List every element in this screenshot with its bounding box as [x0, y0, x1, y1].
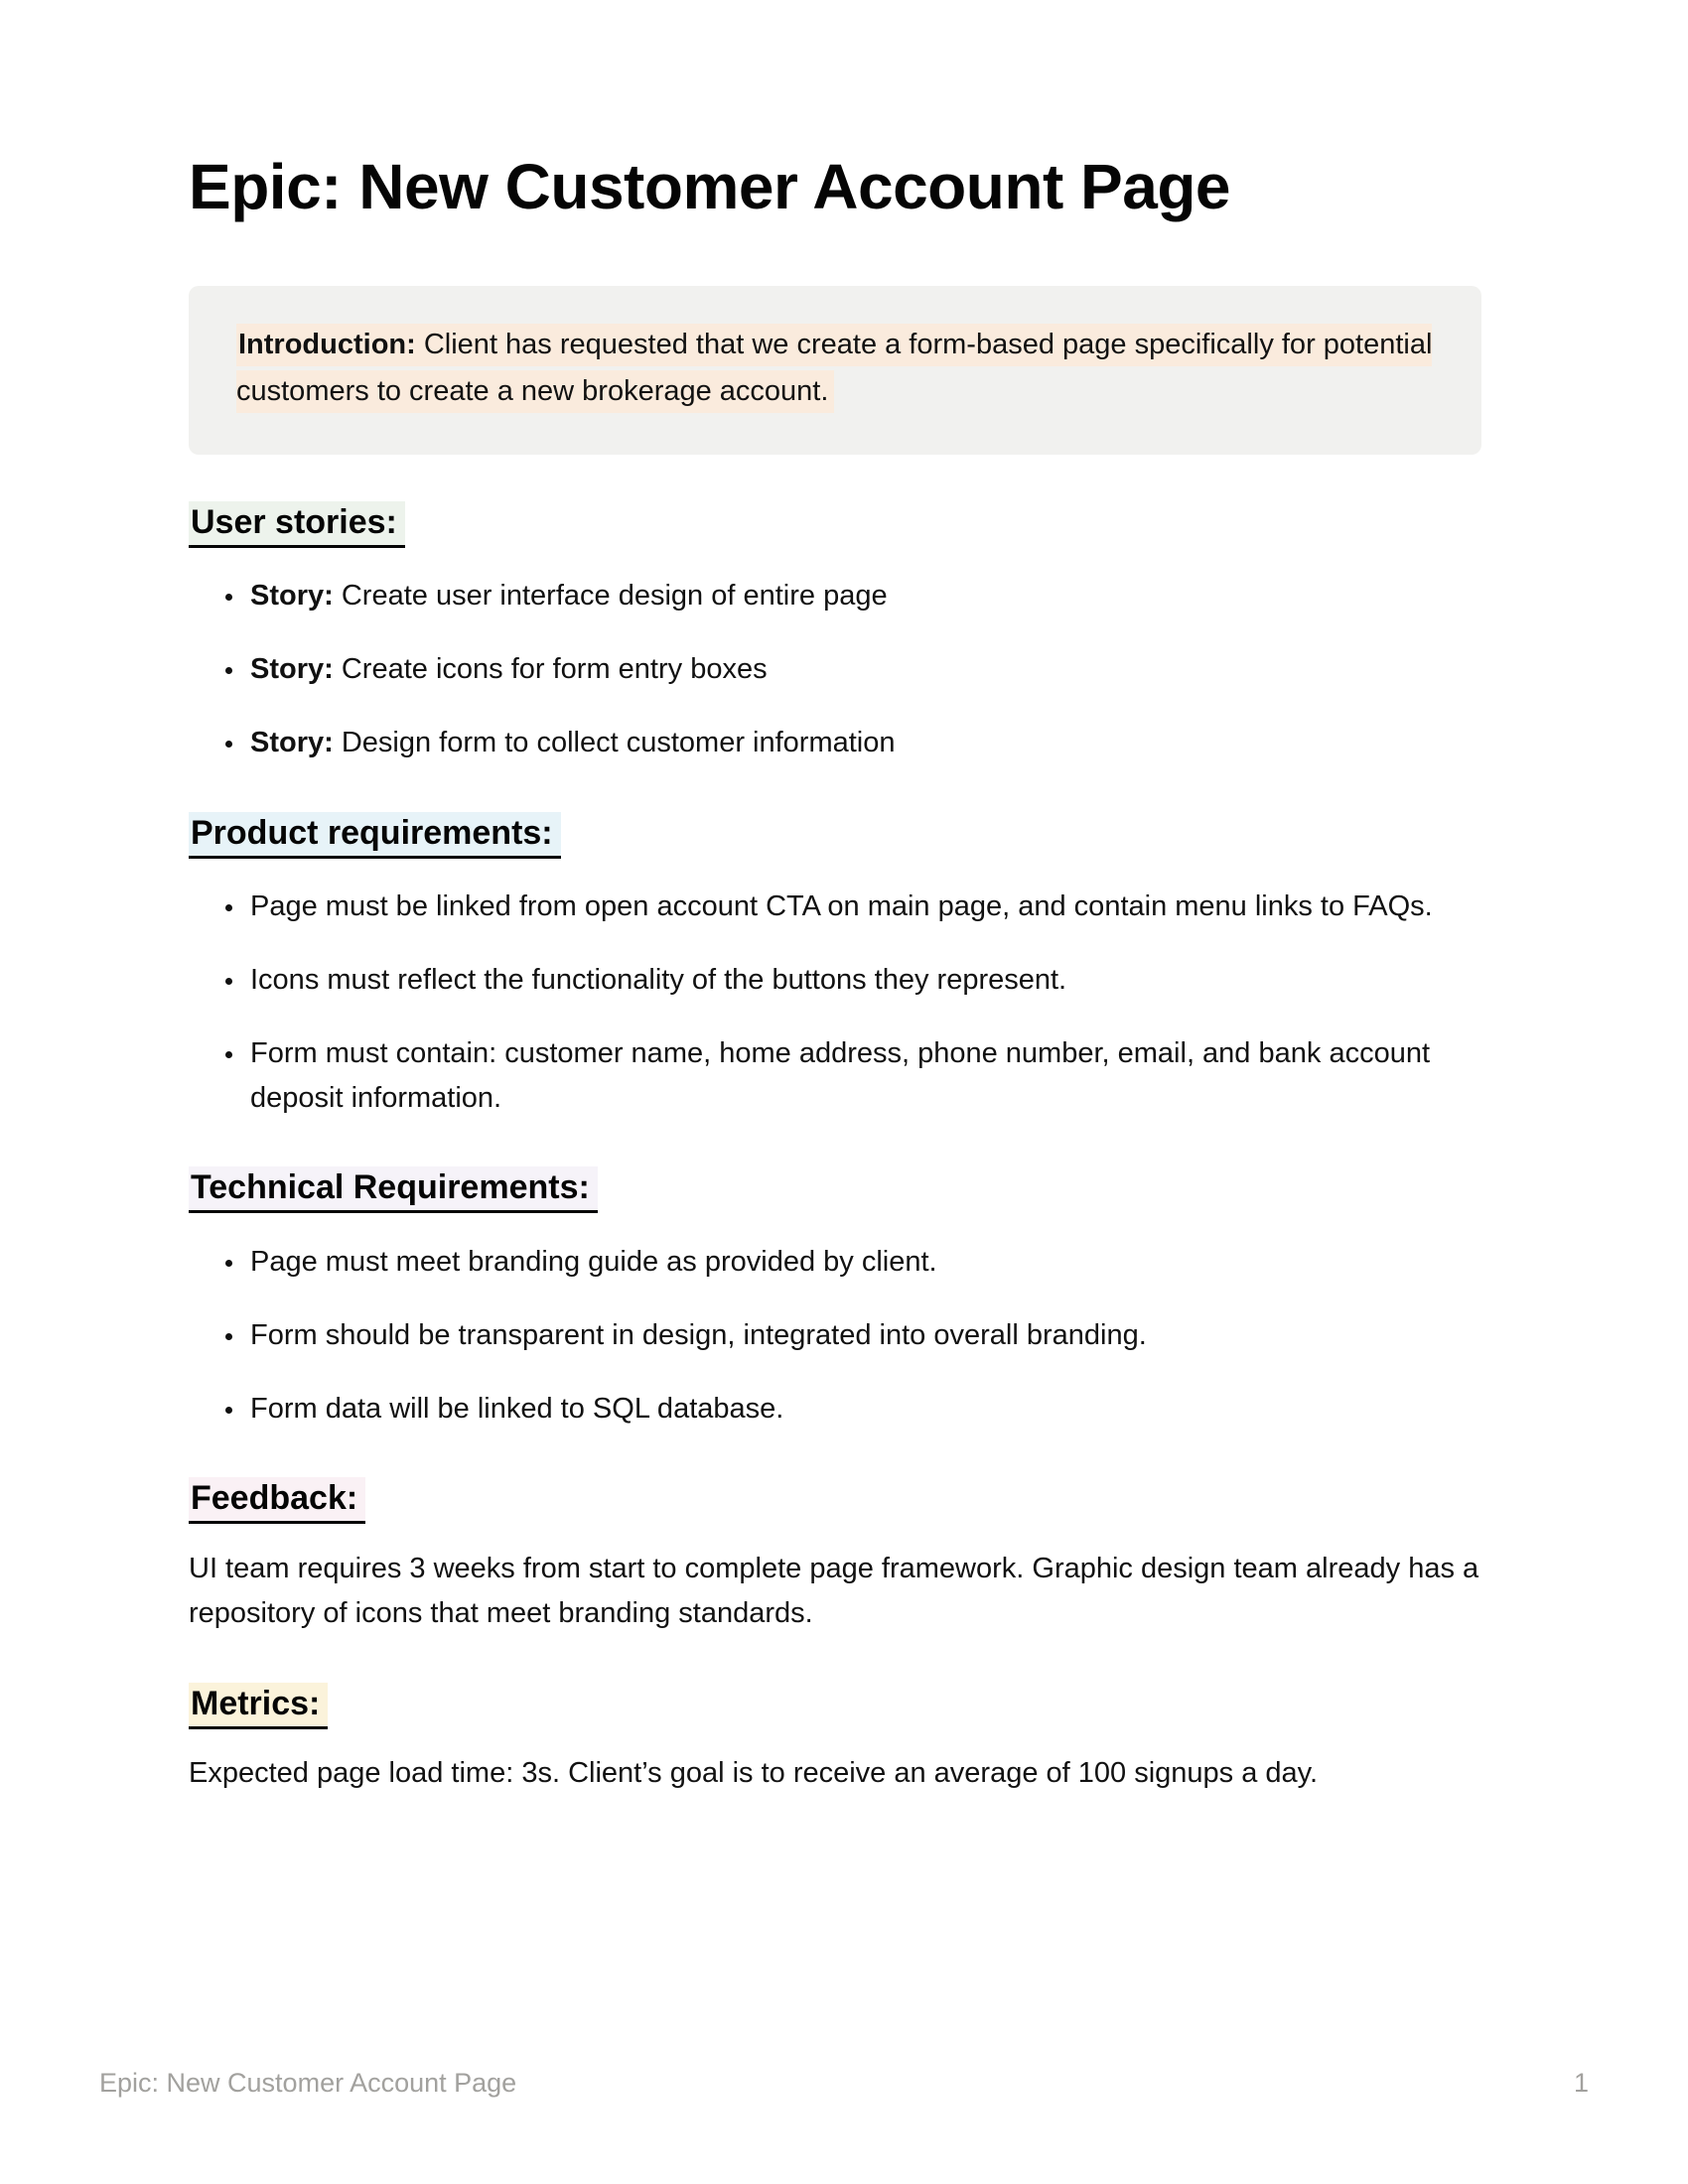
bullet-text: Page must meet branding guide as provided by client.: [250, 1245, 937, 1278]
bullet-text: Icons must reflect the functionality of the buttons they represent.: [250, 963, 1067, 996]
list-item: [246, 1240, 1509, 1285]
bullet-label: Story:: [250, 652, 334, 685]
section-metrics: [189, 1682, 1509, 1796]
introduction-highlight: [236, 324, 1432, 413]
footer-title: Epic: New Customer Account Page: [99, 2068, 517, 2098]
bullet-text: Create user interface design of entire page: [333, 579, 888, 612]
page-footer: [99, 2068, 1589, 2099]
bullet-text: Form data will be linked to SQL database.: [250, 1392, 784, 1425]
bullet-list: [189, 1240, 1509, 1432]
bullet-text: Form must contain: customer name, home address, phone number, email, and bank account deposit information.: [250, 1036, 1431, 1114]
bullet-text: Form should be transparent in design, integrated into overall branding.: [250, 1318, 1147, 1351]
section-heading-highlight: Feedback:: [189, 1477, 365, 1524]
list-item: [246, 958, 1509, 1003]
list-item: [246, 1313, 1509, 1358]
page-title: Epic: New Customer Account Page: [189, 151, 1230, 222]
footer-page-number: 1: [1573, 2068, 1589, 2098]
section-technical-requirements: [189, 1165, 1509, 1431]
bullet-label: Story:: [250, 579, 334, 612]
section-user-stories: [189, 500, 1509, 765]
section-heading-highlight: Metrics:: [189, 1683, 328, 1729]
bullet-label: Story:: [250, 726, 334, 758]
bullet-text: Create icons for form entry boxes: [333, 652, 768, 685]
section-heading: [189, 811, 1509, 855]
bullet-text: Design form to collect customer information: [333, 726, 896, 758]
section-heading: [189, 1682, 1509, 1725]
section-product-requirements: [189, 811, 1509, 1121]
list-item: [246, 1031, 1509, 1121]
introduction-body: Client has requested that we create a form-based page specifically for potential customers to create a new brokerage account.: [236, 328, 1433, 407]
bullet-text: Page must be linked from open account CTA on main page, and contain menu links to FAQs.: [250, 889, 1433, 922]
section-paragraph: Expected page load time: 3s. Client’s goal is to receive an average of 100 signups a day.: [189, 1756, 1319, 1789]
section-feedback: [189, 1476, 1509, 1635]
list-item: [246, 721, 1509, 765]
section-heading-highlight: Technical Requirements:: [189, 1166, 598, 1213]
section-heading-highlight: Product requirements:: [189, 812, 561, 859]
section-heading: [189, 1165, 1509, 1209]
section-heading: [189, 1476, 1509, 1520]
section-paragraph: UI team requires 3 weeks from start to complete page framework. Graphic design team already has a repository of icons that meet branding standards.: [189, 1552, 1479, 1629]
list-item: [246, 574, 1509, 618]
introduction-text: [236, 322, 1434, 415]
introduction-label: Introduction:: [238, 328, 416, 360]
list-item: [246, 1387, 1509, 1432]
list-item: [246, 885, 1509, 929]
section-heading-highlight: User stories:: [189, 501, 405, 548]
bullet-list: [189, 885, 1509, 1121]
introduction-callout: [189, 286, 1481, 455]
list-item: [246, 647, 1509, 692]
bullet-list: [189, 574, 1509, 765]
section-heading: [189, 500, 1509, 544]
